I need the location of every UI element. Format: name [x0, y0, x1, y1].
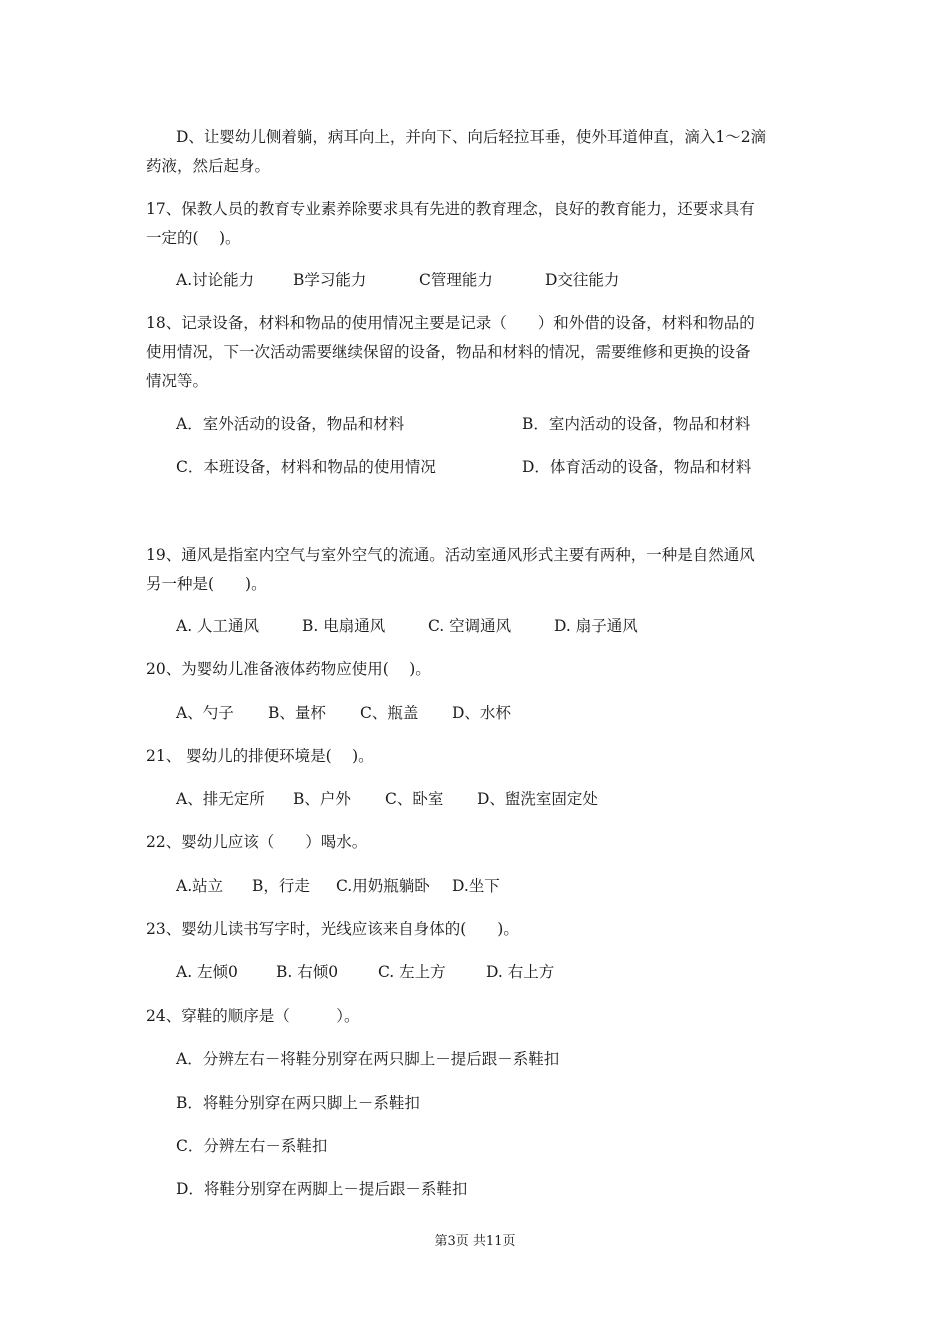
option-c: C管理能力 — [419, 271, 493, 289]
question-20 — [146, 655, 816, 684]
option-d: D、水杯 — [452, 704, 511, 722]
option-a: A. 人工通风 — [176, 617, 260, 635]
option-b: B、户外 — [293, 790, 351, 808]
question-18 — [146, 309, 816, 396]
option-b: B. 右倾0 — [276, 963, 339, 981]
text-line: D、让婴幼儿侧着躺，病耳向上，并向下、向后轻拉耳垂，使外耳道伸直，滴入1～2滴 — [176, 128, 767, 146]
question-text-line: 20、为婴幼儿准备液体药物应使用( )。 — [146, 660, 431, 678]
option-b: B．将鞋分别穿在两只脚上－系鞋扣 — [176, 1094, 420, 1112]
option-d: D交往能力 — [545, 271, 620, 289]
text-line: 药液，然后起身。 — [146, 157, 271, 175]
option-c: C.用奶瓶躺卧 — [336, 877, 430, 895]
option-c: C. 空调通风 — [428, 617, 512, 635]
option-a: A. 左倾0 — [176, 963, 238, 981]
option-c: C．分辨左右－系鞋扣 — [176, 1137, 328, 1155]
question-text-line: 21、 婴幼儿的排便环境是( )。 — [146, 747, 374, 765]
option-c: C、卧室 — [385, 790, 444, 808]
option-a: A．室外活动的设备，物品和材料 — [176, 415, 405, 433]
option-b: B．室内活动的设备，物品和材料 — [522, 415, 751, 433]
option-b: B，行走 — [252, 877, 310, 895]
option-b: B、量杯 — [268, 704, 326, 722]
option-a: A、勺子 — [176, 704, 234, 722]
option-d: D．将鞋分别穿在两脚上－提后跟－系鞋扣 — [176, 1180, 468, 1198]
question-17 — [146, 195, 816, 253]
question-text-line: 17、保教人员的教育专业素养除要求具有先进的教育理念，良好的教育能力，还要求具有 — [146, 200, 755, 218]
question-text-line: 23、婴幼儿读书写字时，光线应该来自身体的( )。 — [146, 920, 519, 938]
question-text-line: 另一种是( )。 — [146, 575, 267, 593]
option-c: C．本班设备，材料和物品的使用情况 — [176, 458, 436, 476]
option-a: A.讨论能力 — [176, 271, 255, 289]
question-22 — [146, 828, 816, 857]
question-23 — [146, 915, 816, 944]
question-24 — [146, 1002, 816, 1031]
question-text-line: 18、记录设备，材料和物品的使用情况主要是记录（ ）和外借的设备，材料和物品的 — [146, 314, 755, 332]
option-d: D. 右上方 — [486, 963, 555, 981]
question-text-line: 情况等。 — [146, 372, 209, 390]
option-a: A．分辨左右－将鞋分别穿在两只脚上－提后跟－系鞋扣 — [176, 1050, 560, 1068]
question-16-option-d — [146, 123, 816, 181]
question-text-line: 19、通风是指室内空气与室外空气的流通。活动室通风形式主要有两种，一种是自然通风 — [146, 546, 755, 564]
option-d: D.坐下 — [452, 877, 500, 895]
option-d: D. 扇子通风 — [554, 617, 638, 635]
question-text-line: 一定的( )。 — [146, 229, 241, 247]
option-a: A.站立 — [176, 877, 224, 895]
question-21 — [146, 742, 816, 771]
question-text-line: 22、婴幼儿应该（ ）喝水。 — [146, 833, 368, 851]
option-b: B. 电扇通风 — [302, 617, 386, 635]
question-19 — [146, 541, 816, 599]
option-a: A、排无定所 — [176, 790, 265, 808]
option-c: C、瓶盖 — [360, 704, 419, 722]
question-text-line: 使用情况，下一次活动需要继续保留的设备，物品和材料的情况，需要维修和更换的设备 — [146, 343, 751, 361]
option-c: C. 左上方 — [378, 963, 446, 981]
question-text-line: 24、穿鞋的顺序是（ ）。 — [146, 1007, 360, 1025]
page-footer: 第3页 共11页 — [434, 1234, 516, 1249]
option-b: B学习能力 — [293, 271, 367, 289]
option-d: D、盥洗室固定处 — [477, 790, 598, 808]
option-d: D．体育活动的设备，物品和材料 — [522, 458, 752, 476]
